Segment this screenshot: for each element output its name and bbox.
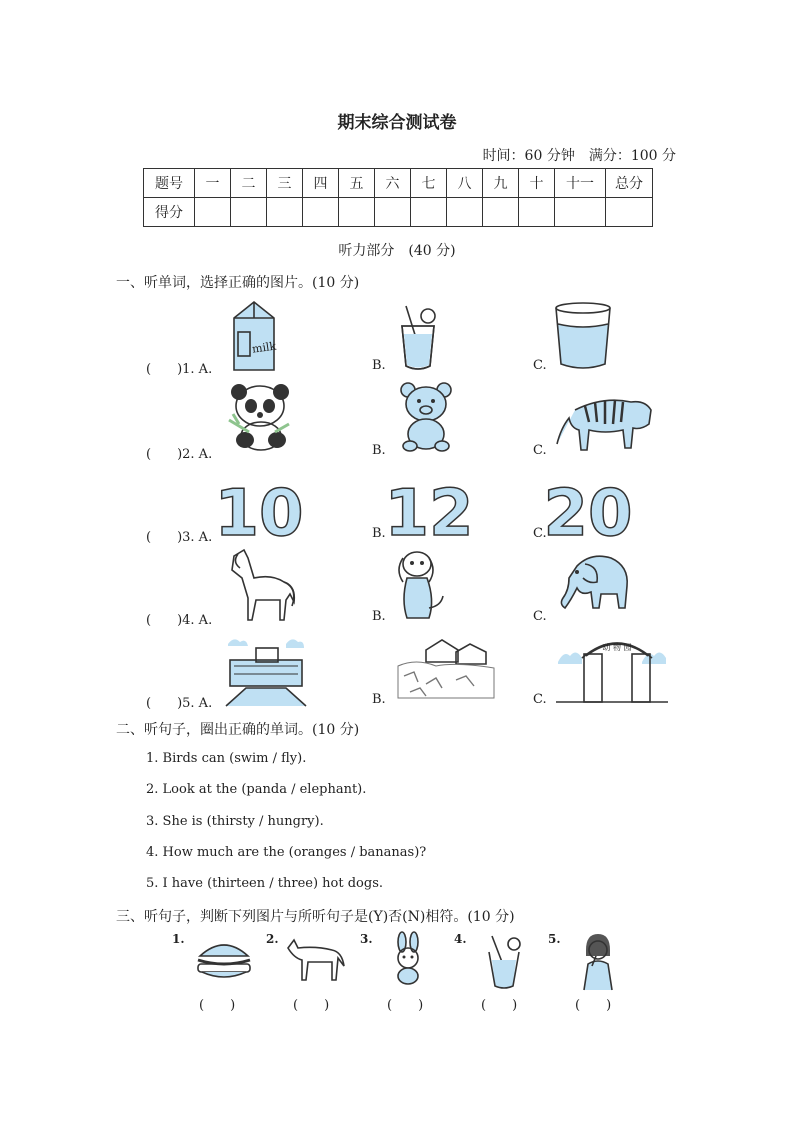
q4-option-c-label: C.	[533, 609, 547, 624]
answer-blank[interactable]: ( )	[293, 998, 330, 1013]
score-input-cell[interactable]	[339, 198, 375, 227]
juice-glass-icon[interactable]	[396, 302, 440, 372]
section1-title: 一、听单词，选择正确的图片。(10 分)	[116, 275, 360, 291]
listening-part-title: 听力部分 (40 分)	[338, 243, 456, 259]
milk-carton-icon[interactable]	[228, 300, 280, 372]
dog-icon[interactable]	[395, 548, 449, 623]
section3-title: 三、听句子，判断下列图片与所听句子是(Y)否(N)相符。(10 分)	[116, 909, 515, 925]
page-title: 期末综合测试卷	[337, 113, 457, 133]
sentence-1[interactable]: 1. Birds can (swim / fly).	[146, 751, 307, 766]
table-cell: 一	[195, 169, 231, 198]
q1-option-a-label: ( )1. A.	[146, 362, 213, 377]
q2-option-b-label: B.	[372, 443, 386, 458]
water-glass-icon[interactable]	[553, 300, 613, 372]
farm-village-icon[interactable]	[396, 636, 496, 700]
zoo-gate-text: 动 物 园	[602, 643, 632, 652]
number-12-icon[interactable]	[384, 465, 474, 551]
svg-text:10: 10	[214, 477, 304, 551]
answer-blank[interactable]: ( )	[481, 998, 518, 1013]
table-cell: 三	[267, 169, 303, 198]
item-number: 1.	[172, 932, 185, 946]
score-input-cell[interactable]	[555, 198, 606, 227]
item-number: 5.	[548, 932, 561, 946]
score-input-cell[interactable]	[267, 198, 303, 227]
q5-option-b-label: B.	[372, 692, 386, 707]
teddy-bear-icon[interactable]	[398, 380, 454, 452]
q1-option-c-label: C.	[533, 358, 547, 373]
panda-icon[interactable]	[225, 380, 297, 452]
score-input-cell[interactable]	[411, 198, 447, 227]
q4-option-b-label: B.	[372, 609, 386, 624]
q5-option-a-label: ( )5. A.	[146, 696, 213, 711]
q5-option-c-label: C.	[533, 692, 547, 707]
table-cell: 十	[519, 169, 555, 198]
table-cell: 总分	[606, 169, 653, 198]
score-input-cell[interactable]	[375, 198, 411, 227]
score-input-cell[interactable]	[303, 198, 339, 227]
item-number: 4.	[454, 932, 467, 946]
sentence-4[interactable]: 4. How much are the (oranges / bananas)?	[146, 845, 427, 860]
rabbit-icon[interactable]	[388, 932, 428, 984]
wolf-icon[interactable]	[286, 936, 346, 982]
score-input-cell[interactable]	[483, 198, 519, 227]
q3-option-b-label: B.	[372, 526, 386, 541]
table-cell: 五	[339, 169, 375, 198]
q4-option-a-label: ( )4. A.	[146, 613, 213, 628]
table-cell: 得分	[144, 198, 195, 227]
juice-glass-icon[interactable]	[484, 934, 524, 990]
girl-eating-icon[interactable]	[578, 932, 618, 990]
hamburger-icon[interactable]	[194, 938, 254, 980]
q3-option-c-label: C.	[533, 526, 547, 541]
section2-title: 二、听句子，圈出正确的单词。(10 分)	[116, 722, 360, 738]
answer-blank[interactable]: ( )	[387, 998, 424, 1013]
table-cell: 四	[303, 169, 339, 198]
score-input-cell[interactable]	[519, 198, 555, 227]
score-table-header-row	[144, 169, 653, 198]
table-cell: 八	[447, 169, 483, 198]
q1-option-b-label: B.	[372, 358, 386, 373]
sentence-3[interactable]: 3. She is (thirsty / hungry).	[146, 814, 324, 829]
number-20-icon[interactable]	[543, 465, 633, 551]
score-input-cell[interactable]	[231, 198, 267, 227]
answer-blank[interactable]: ( )	[575, 998, 612, 1013]
q3-option-a-label: ( )3. A.	[146, 530, 213, 545]
score-input-cell[interactable]	[606, 198, 653, 227]
answer-blank[interactable]: ( )	[199, 998, 236, 1013]
svg-text:12: 12	[384, 477, 474, 551]
school-building-icon[interactable]	[226, 636, 306, 706]
table-cell: 六	[375, 169, 411, 198]
table-cell: 七	[411, 169, 447, 198]
table-cell: 九	[483, 169, 519, 198]
table-cell: 题号	[144, 169, 195, 198]
sentence-5[interactable]: 5. I have (thirteen / three) hot dogs.	[146, 876, 383, 891]
svg-text:20: 20	[543, 477, 633, 551]
score-input-cell[interactable]	[195, 198, 231, 227]
milk-label: milk	[251, 339, 277, 356]
horse-icon[interactable]	[226, 548, 298, 623]
table-cell: 十一	[555, 169, 606, 198]
elephant-icon[interactable]	[555, 552, 631, 620]
score-table-score-row	[144, 198, 653, 227]
item-number: 3.	[360, 932, 373, 946]
item-number: 2.	[266, 932, 279, 946]
exam-meta: 时间：60 分钟 满分：100 分	[482, 148, 676, 164]
number-10-icon[interactable]	[214, 465, 304, 551]
score-table	[143, 168, 653, 227]
tiger-icon[interactable]	[555, 388, 655, 456]
q2-option-a-label: ( )2. A.	[146, 447, 213, 462]
table-cell: 二	[231, 169, 267, 198]
zoo-gate-icon[interactable]	[556, 634, 668, 704]
score-input-cell[interactable]	[447, 198, 483, 227]
q2-option-c-label: C.	[533, 443, 547, 458]
sentence-2[interactable]: 2. Look at the (panda / elephant).	[146, 782, 367, 797]
